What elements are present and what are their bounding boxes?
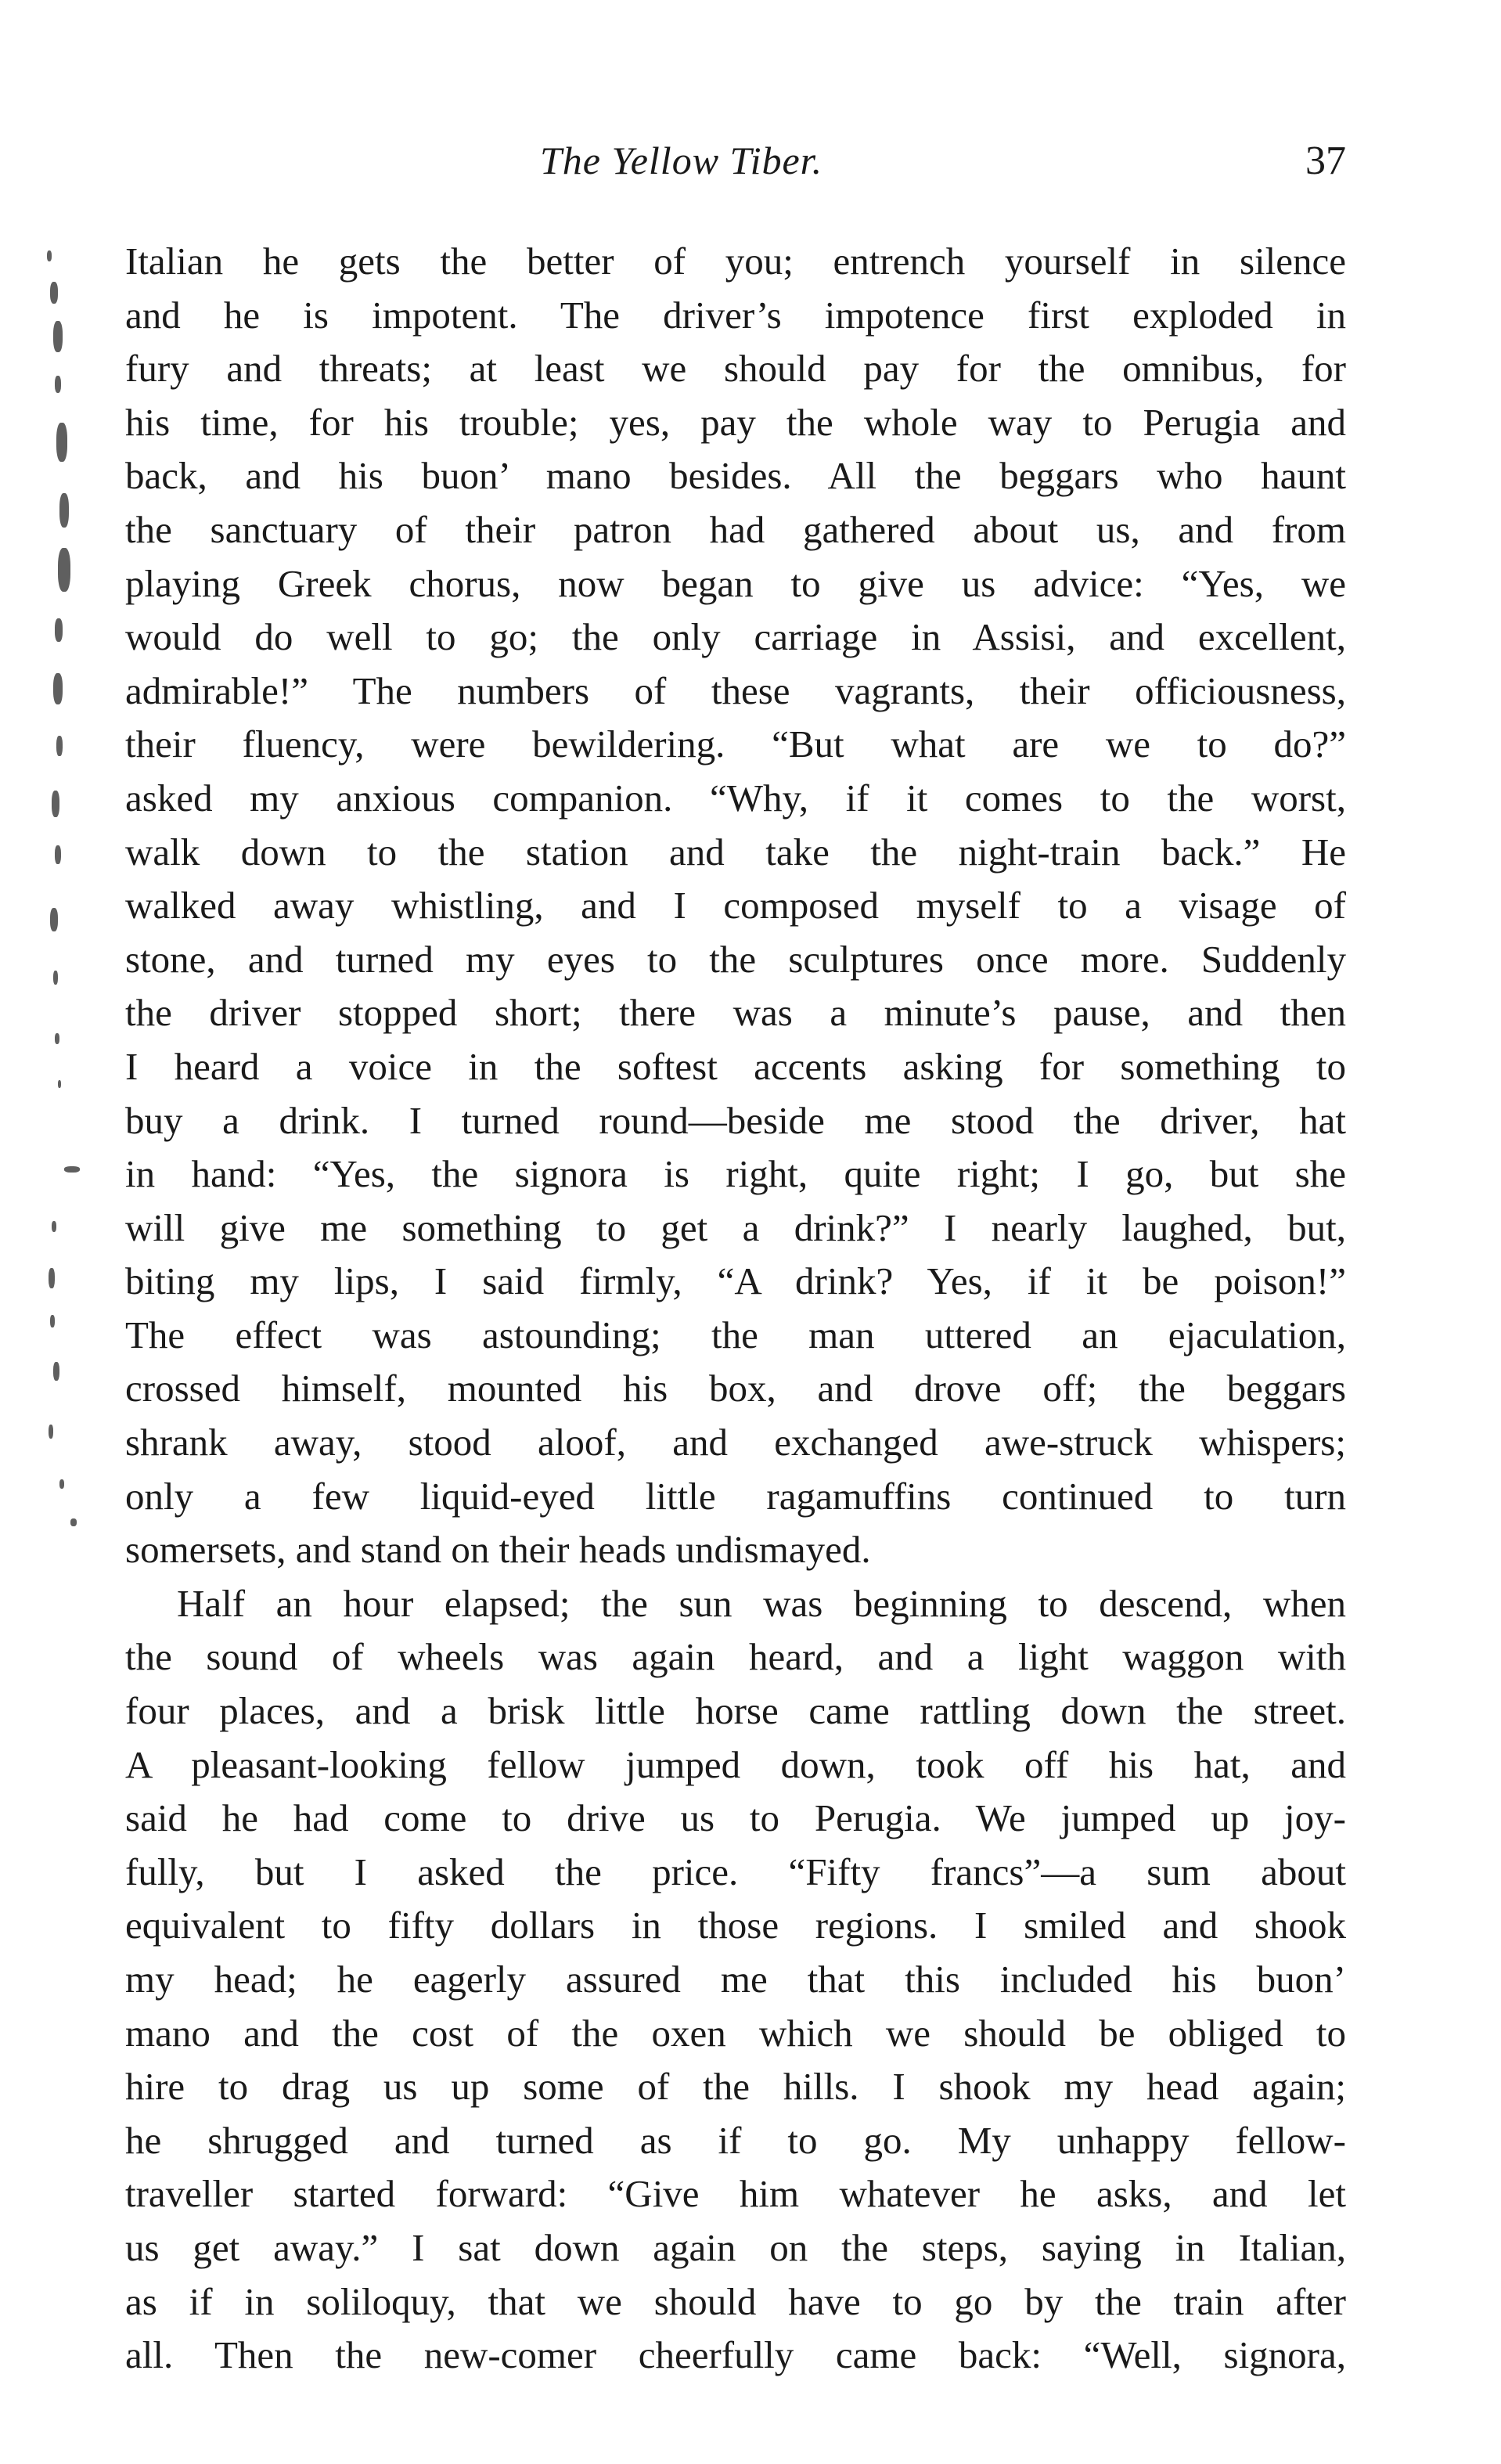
text-line: somersets, and stand on their heads undismayed. xyxy=(125,1528,871,1572)
text-line: only a few liquid-eyed little ragamuffins continued to turn xyxy=(125,1474,1346,1518)
text-line: back, and his buon’ mano besides. All the beggars who haunt xyxy=(125,454,1346,498)
text-line: equivalent to fifty dollars in those regions. I smiled and shook xyxy=(125,1904,1346,1947)
text-line: the sound of wheels was again heard, and a light waggon with xyxy=(125,1635,1346,1679)
text-line: biting my lips, I said firmly, “A drink? Yes, if it be poison!” xyxy=(125,1259,1346,1303)
text-line: and he is impotent. The driver’s impotence first exploded in xyxy=(125,293,1346,337)
text-line: crossed himself, mounted his box, and drove off; the beggars xyxy=(125,1367,1346,1410)
text-line: walked away whistling, and I composed myself to a visage of xyxy=(125,884,1346,928)
text-line: he shrugged and turned as if to go. My unhappy fellow- xyxy=(125,2118,1346,2162)
text-line: in hand: “Yes, the signora is right, quite right; I go, but she xyxy=(125,1152,1346,1196)
page-number: 37 xyxy=(1305,139,1346,183)
text-line: A pleasant-looking fellow jumped down, took off his hat, and xyxy=(125,1742,1346,1786)
text-line: buy a drink. I turned round—beside me stood the driver, hat xyxy=(125,1098,1346,1142)
running-title: The Yellow Tiber. xyxy=(540,139,823,182)
text-line: my head; he eagerly assured me that this included his buon’ xyxy=(125,1958,1346,2001)
text-line: would do well to go; the only carriage in Assisi, and excellent, xyxy=(125,615,1346,659)
text-line: walk down to the station and take the night-train back.” He xyxy=(125,830,1346,874)
running-head xyxy=(125,138,1346,193)
text-line: as if in soliloquy, that we should have to go by the train after xyxy=(125,2279,1346,2323)
text-line: traveller started forward: “Give him whatever he asks, and let xyxy=(125,2172,1346,2216)
margin-ink-marks xyxy=(39,235,117,1565)
text-line: us get away.” I sat down again on the steps, saying in Italian, xyxy=(125,2225,1346,2269)
text-line: the sanctuary of their patron had gathered about us, and from xyxy=(125,507,1346,551)
text-line: four places, and a brisk little horse came rattling down the street. xyxy=(125,1689,1346,1733)
text-line: playing Greek chorus, now began to give us advice: “Yes, we xyxy=(125,561,1346,605)
text-line: asked my anxious companion. “Why, if it comes to the worst, xyxy=(125,776,1346,820)
text-line: Italian he gets the better of you; entrench yourself in silence xyxy=(125,240,1346,283)
text-line: I heard a voice in the softest accents asking for something to xyxy=(125,1044,1346,1088)
body-text xyxy=(125,235,1346,2383)
text-line: mano and the cost of the oxen which we should be obliged to xyxy=(125,2011,1346,2055)
text-line: said he had come to drive us to Perugia. We jumped up joy- xyxy=(125,1796,1346,1840)
text-line: shrank away, stood aloof, and exchanged awe-struck whispers; xyxy=(125,1421,1346,1464)
text-line: admirable!” The numbers of these vagrants, their officiousness, xyxy=(125,668,1346,712)
text-line: his time, for his trouble; yes, pay the whole way to Perugia and xyxy=(125,400,1346,444)
text-line: fully, but I asked the price. “Fifty francs”—a sum about xyxy=(125,1850,1346,1893)
text-line: the driver stopped short; there was a minute’s pause, and then xyxy=(125,991,1346,1035)
text-line: fury and threats; at least we should pay for the omnibus, for xyxy=(125,347,1346,391)
text-line: their fluency, were bewildering. “But what are we to do?” xyxy=(125,722,1346,766)
text-line: will give me something to get a drink?” I nearly laughed, but, xyxy=(125,1205,1346,1249)
text-line: The effect was astounding; the man uttered an ejaculation, xyxy=(125,1313,1346,1356)
text-line: Half an hour elapsed; the sun was beginning to descend, when xyxy=(177,1581,1346,1625)
text-line: hire to drag us up some of the hills. I shook my head again; xyxy=(125,2065,1346,2109)
text-line: stone, and turned my eyes to the sculptures once more. Suddenly xyxy=(125,937,1346,981)
text-line: all. Then the new-comer cheerfully came back: “Well, signora, xyxy=(125,2333,1346,2377)
